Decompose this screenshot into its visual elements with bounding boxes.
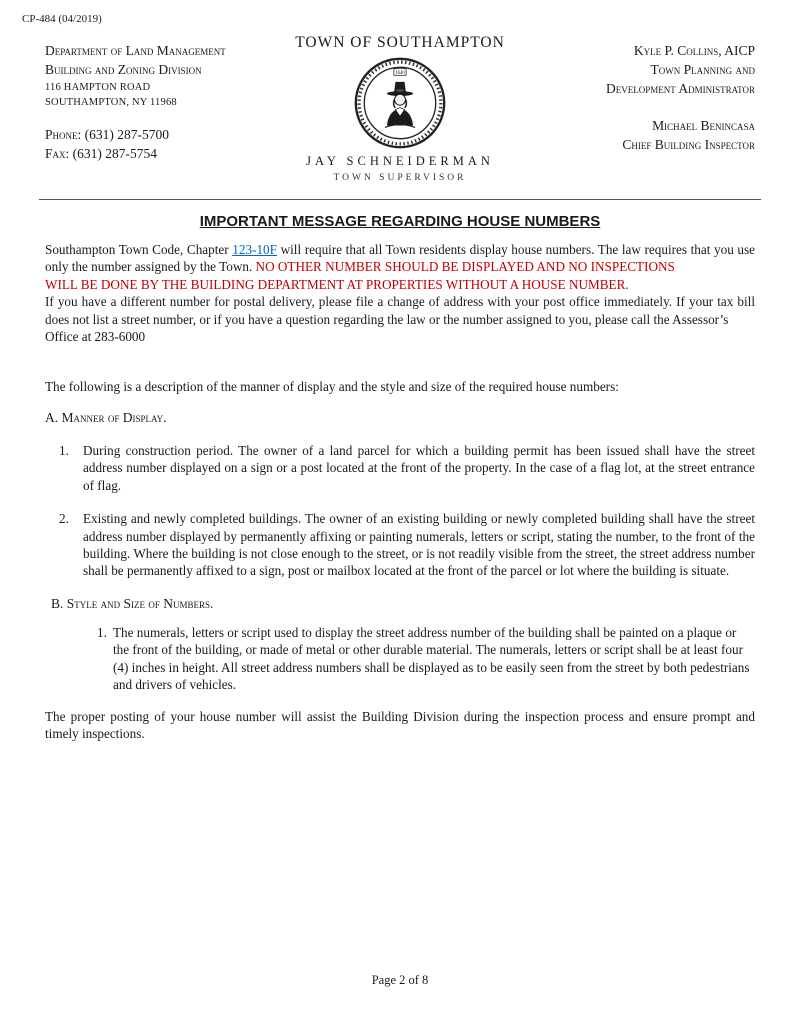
address-line-2: SOUTHAMPTON, NY 11968 bbox=[45, 97, 177, 108]
document-heading: IMPORTANT MESSAGE REGARDING HOUSE NUMBERS bbox=[199, 213, 601, 230]
closing-paragraph: The proper posting of your house number will assist the Building Division during the inspection process and ensure prompt and timely inspections. bbox=[45, 708, 755, 742]
town-code-chapter-link[interactable]: 123-10F bbox=[232, 242, 277, 257]
list-item-number: 2. bbox=[59, 511, 69, 527]
intro-paragraph bbox=[45, 241, 755, 346]
list-item-b1 bbox=[97, 624, 755, 694]
header-divider bbox=[39, 199, 761, 200]
description-intro: The following is a description of the manner of display and the style and size of the required house numbers: bbox=[45, 378, 619, 394]
intro-warning-2: WILL BE DONE BY THE BUILDING DEPARTMENT AT PROPERTIES WITHOUT A HOUSE NUMBER. bbox=[45, 276, 629, 292]
supervisor-title: TOWN SUPERVISOR bbox=[333, 173, 467, 183]
letterhead bbox=[45, 34, 755, 183]
section-b-heading: B. Style and Size of Numbers. bbox=[51, 595, 214, 611]
town-title: TOWN OF SOUTHAMPTON bbox=[295, 34, 505, 51]
phone-number: Phone: (631) 287-5700 bbox=[45, 127, 169, 143]
list-item-a2 bbox=[59, 510, 755, 580]
list-item-text: Existing and newly completed buildings. The owner of an existing building or newly completed building shall have the street address number displayed by permanently affixing or painting numerals, letters or script, stating the number, to the front of the building. Where the building is not close enough to the street, or is not readily visible from the street, the street address number shall be permanently affixed to a sign, post or mailbox located at the front of the parcel or lot where the building is situate. bbox=[83, 511, 755, 579]
list-item-text: During construction period. The owner of a land parcel for which a building permit has been issued shall have the street address number displayed on a sign or a post located at the front of the property. In the case of a flag lot, at the street entrance of flag. bbox=[83, 442, 755, 493]
intro-text-4: Office at 283-6000 bbox=[45, 329, 146, 345]
list-item-text: The numerals, letters or script used to display the street address number of the building shall be painted on a plaque or the front of the building, or made of metal or other durable material. The numerals, letters or script shall be at least four (4) inches in height. All street address numbers shall be displayed as to be easily seen from the street by both pedestrians and drivers of vehicles. bbox=[113, 624, 750, 693]
intro-text-1: Southampton Town Code, Chapter bbox=[45, 242, 233, 257]
fax-number: Fax: (631) 287-5754 bbox=[45, 146, 157, 162]
spacer bbox=[45, 346, 755, 378]
address-line-1: 116 HAMPTON ROAD bbox=[45, 81, 151, 93]
building-inspector-name: Michael Benincasa bbox=[652, 117, 755, 133]
list-item-a1 bbox=[59, 442, 755, 494]
intro-text-2: will require that all Town residents display house numbers. The law requires that you use only the number assigned by the Town. bbox=[45, 242, 755, 275]
list-item-number: 1. bbox=[97, 624, 107, 640]
letterhead-center bbox=[275, 34, 525, 183]
division-name: Building and Zoning Division bbox=[45, 61, 202, 77]
planning-admin-title-2: Development Administrator bbox=[606, 80, 755, 96]
planning-admin-name: Kyle P. Collins, AICP bbox=[633, 43, 755, 58]
letterhead-left bbox=[45, 34, 275, 183]
section-a-heading: A. Manner of Display. bbox=[45, 409, 167, 425]
supervisor-name: JAY SCHNEIDERMAN bbox=[306, 154, 494, 168]
building-inspector-title: Chief Building Inspector bbox=[622, 136, 755, 152]
department-name: Department of Land Management bbox=[45, 43, 226, 58]
form-code: CP-484 (04/2019) bbox=[22, 13, 102, 25]
page-number: Page 2 of 8 bbox=[371, 973, 429, 987]
town-seal-icon bbox=[353, 56, 447, 150]
list-item-number: 1. bbox=[59, 442, 69, 458]
intro-warning-1: NO OTHER NUMBER SHOULD BE DISPLAYED AND NO INSPECTIONS bbox=[255, 259, 675, 275]
intro-text-3: If you have a different number for postal delivery, please file a change of address with your post office immediately. If your tax bill does not list a street number, or if you have a question regarding the law or the number assigned to you, please call the Assessor’s bbox=[45, 294, 755, 327]
planning-admin-title-1: Town Planning and bbox=[650, 61, 755, 77]
svg-text:1640: 1640 bbox=[395, 70, 405, 76]
letterhead-right bbox=[525, 34, 755, 183]
